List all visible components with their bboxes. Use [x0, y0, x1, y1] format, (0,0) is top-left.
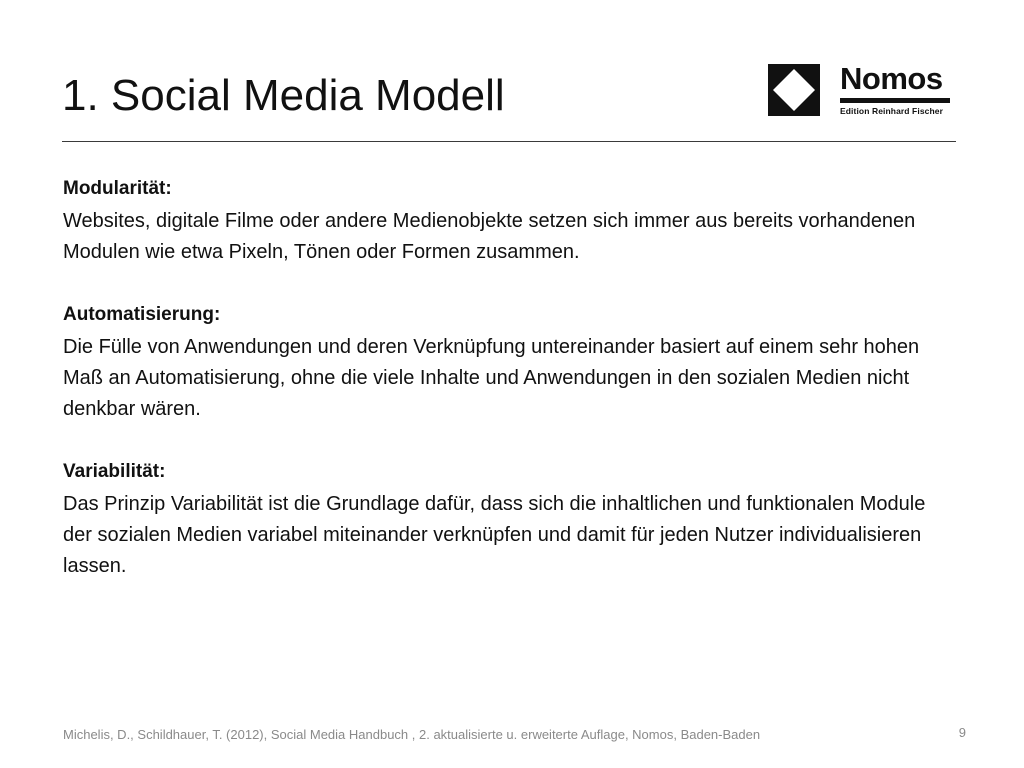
page-number: 9	[958, 725, 966, 740]
title-divider	[62, 141, 956, 142]
section-heading: Variabilität:	[63, 461, 166, 482]
section-heading: Automatisierung:	[63, 304, 221, 325]
publisher-logo	[768, 62, 954, 118]
logo-underline	[840, 98, 950, 103]
section-body: Das Prinzip Variabilität ist die Grundlage dafür, dass sich die inhaltlichen und funktionalen Module der sozialen Medien variabel miteinander verknüpfen und damit für jeden Nutzer individualisieren lassen.	[63, 493, 926, 577]
slide-title: 1. Social Media Modell	[62, 71, 505, 120]
slide-content	[63, 174, 943, 614]
section-variabilitaet	[63, 457, 943, 582]
section-heading: Modularität:	[63, 178, 172, 199]
section-automatisierung	[63, 300, 943, 425]
nomos-diamond-icon	[768, 64, 820, 116]
logo-subtitle: Edition Reinhard Fischer	[840, 106, 943, 116]
logo-name: Nomos	[840, 61, 943, 96]
section-modularitaet	[63, 174, 943, 268]
section-body: Die Fülle von Anwendungen und deren Verknüpfung untereinander basiert auf einem sehr hohen Maß an Automatisierung, ohne die viele Inhalte und Anwendungen in den sozialen Medien nicht denkbar wären.	[63, 336, 920, 420]
logo-text	[840, 62, 954, 117]
footer-source-citation: Michelis, D., Schildhauer, T. (2012), Social Media Handbuch , 2. aktualisierte u. erweiterte Auflage, Nomos, Baden-Baden	[63, 727, 761, 742]
section-body: Websites, digitale Filme oder andere Medienobjekte setzen sich immer aus bereits vorhandenen Modulen wie etwa Pixeln, Tönen oder Formen zusammen.	[63, 210, 916, 263]
